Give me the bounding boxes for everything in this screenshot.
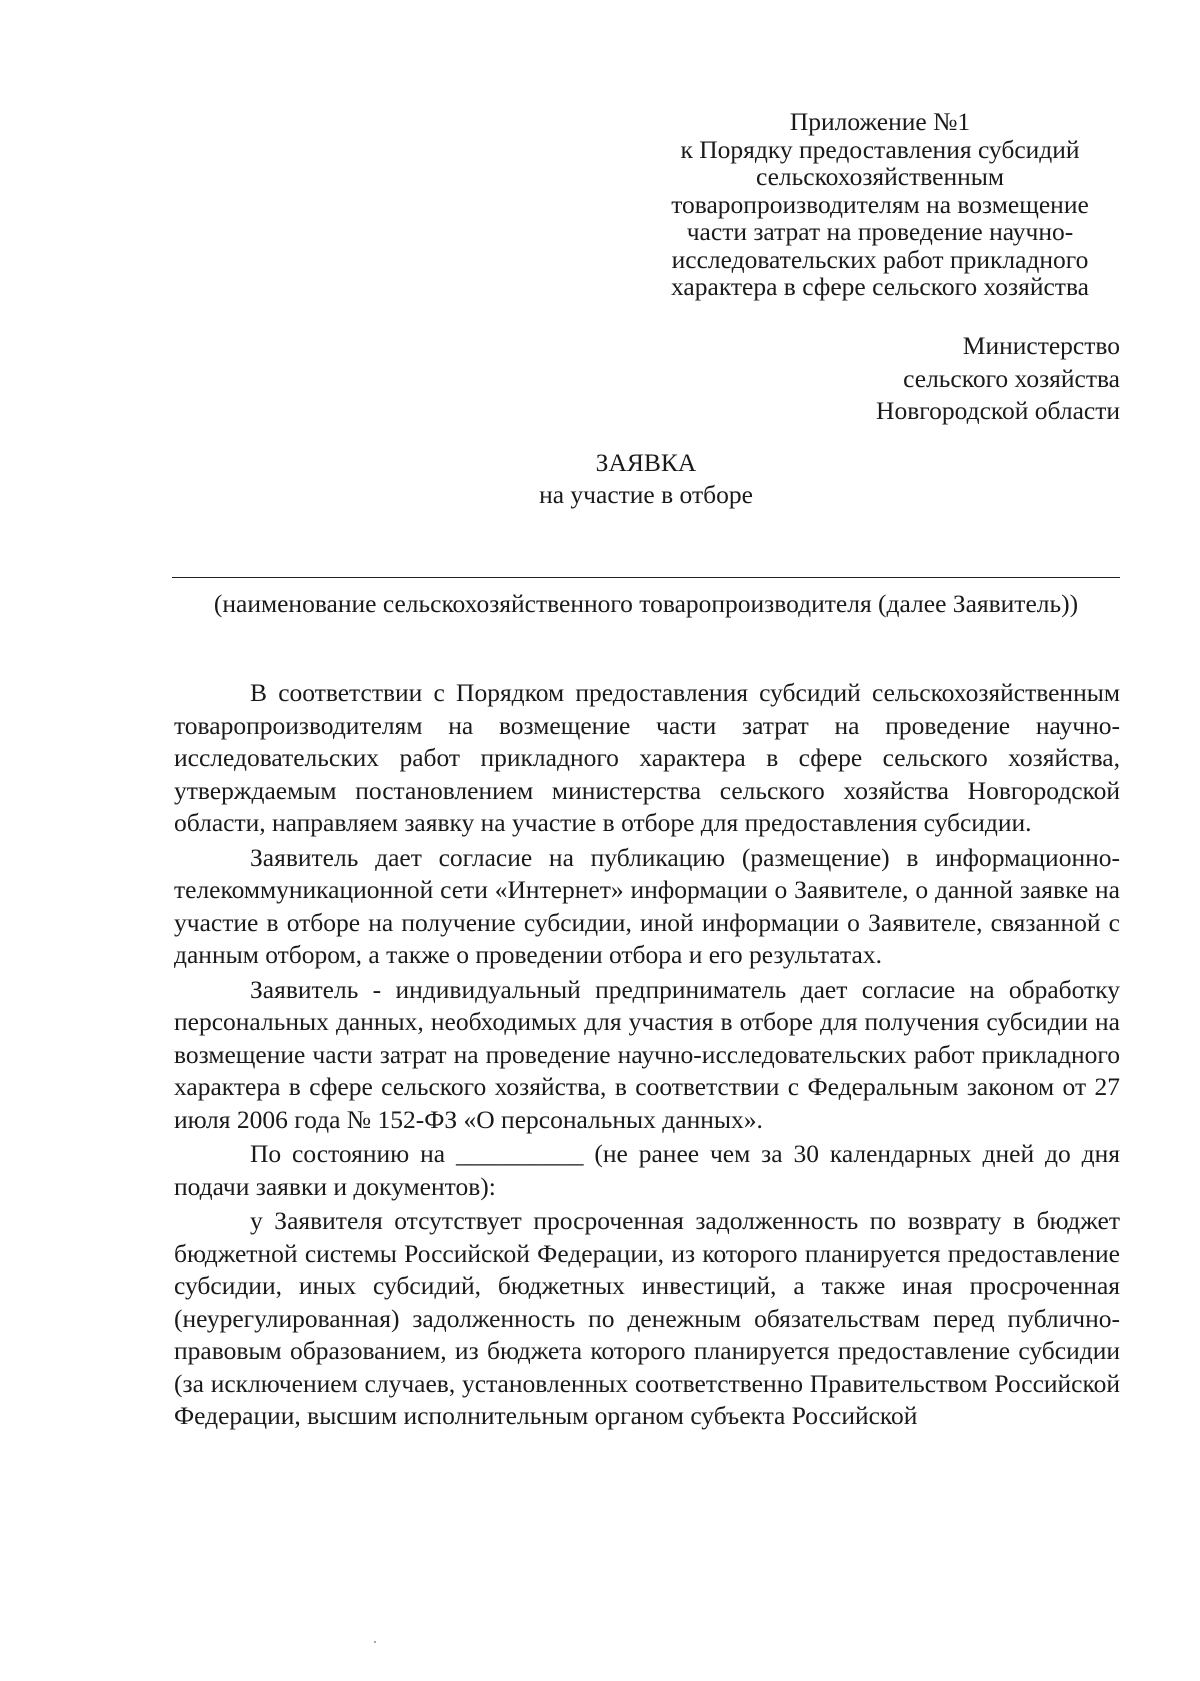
- appendix-line: к Порядку предоставления субсидий: [680, 134, 1080, 164]
- appendix-line: сельскохозяйственным: [755, 162, 1005, 191]
- applicant-name-line: [172, 577, 1120, 578]
- appendix-line: Приложение №1: [789, 107, 971, 136]
- document-title-block: [172, 447, 1120, 511]
- body-paragraph: По состоянию на __________ (не ранее чем за 30 календарных дней до дня подачи заявки и документов):: [174, 1139, 1120, 1201]
- document-subtitle: на участие в отборе: [539, 480, 753, 509]
- addressee-line: Новгородской области: [876, 396, 1120, 425]
- applicant-name-caption: (наименование сельскохозяйственного товаропроизводителя (далее Заявитель)): [213, 589, 1079, 618]
- document-title: ЗАЯВКА: [595, 448, 697, 477]
- scan-speck: [374, 1641, 376, 1643]
- addressee-block: [700, 330, 1120, 428]
- appendix-line: характера в сфере сельского хозяйства: [671, 272, 1089, 301]
- addressee-line: сельского хозяйства: [903, 363, 1120, 393]
- appendix-line: исследовательских работ прикладного: [671, 244, 1089, 274]
- body-paragraph: Заявитель - индивидуальный предприниматель дает согласие на обработку персональных данных, необходимых для участия в отборе для получения субсидии на возмещение части затрат на проведение научно-исследовательских работ прикладного характера в сфере сельского хозяйства, в соответствии с Федеральным законом от 27 июля 2006 года № 152-ФЗ «О персональных данных».: [174, 974, 1120, 1134]
- body-paragraph: Заявитель дает согласие на публикацию (размещение) в информационно-телекоммуникационной сети «Интернет» информации о Заявителе, о данной заявке на участие в отборе на получение субсидии, иной информации о Заявителе, связанной с данным отбором, а также о проведении отбора и его результатах.: [174, 842, 1120, 969]
- appendix-header: [640, 108, 1120, 301]
- addressee-line: Министерство: [962, 331, 1120, 360]
- body-paragraph: у Заявителя отсутствует просроченная задолженность по возврату в бюджет бюджетной системы Российской Федерации, из которого планируется предоставление субсидии, иных субсидий, бюджетных инвестиций, а также иная просроченная (неурегулированная) задолженность по денежным обязательствам перед публично-правовым образованием, из бюджета которого планируется предоставление субсидии (за исключением случаев, установленных соответственно Правительством Российской Федерации, высшим исполнительным органом субъекта Российской: [174, 1206, 1120, 1430]
- body-paragraph: В соответствии с Порядком предоставления субсидий сельскохозяйственным товаропроизводителям на возмещение части затрат на проведение научно-исследовательских работ прикладного характера в сфере сельского хозяйства, утверждаемым постановлением министерства сельского хозяйства Новгородской области, направляем заявку на участие в отборе для предоставления субсидии.: [174, 678, 1120, 837]
- appendix-line: части затрат на проведение научно-: [686, 217, 1074, 246]
- application-body: [174, 677, 1120, 1435]
- appendix-line: товаропроизводителям на возмещение: [671, 189, 1089, 219]
